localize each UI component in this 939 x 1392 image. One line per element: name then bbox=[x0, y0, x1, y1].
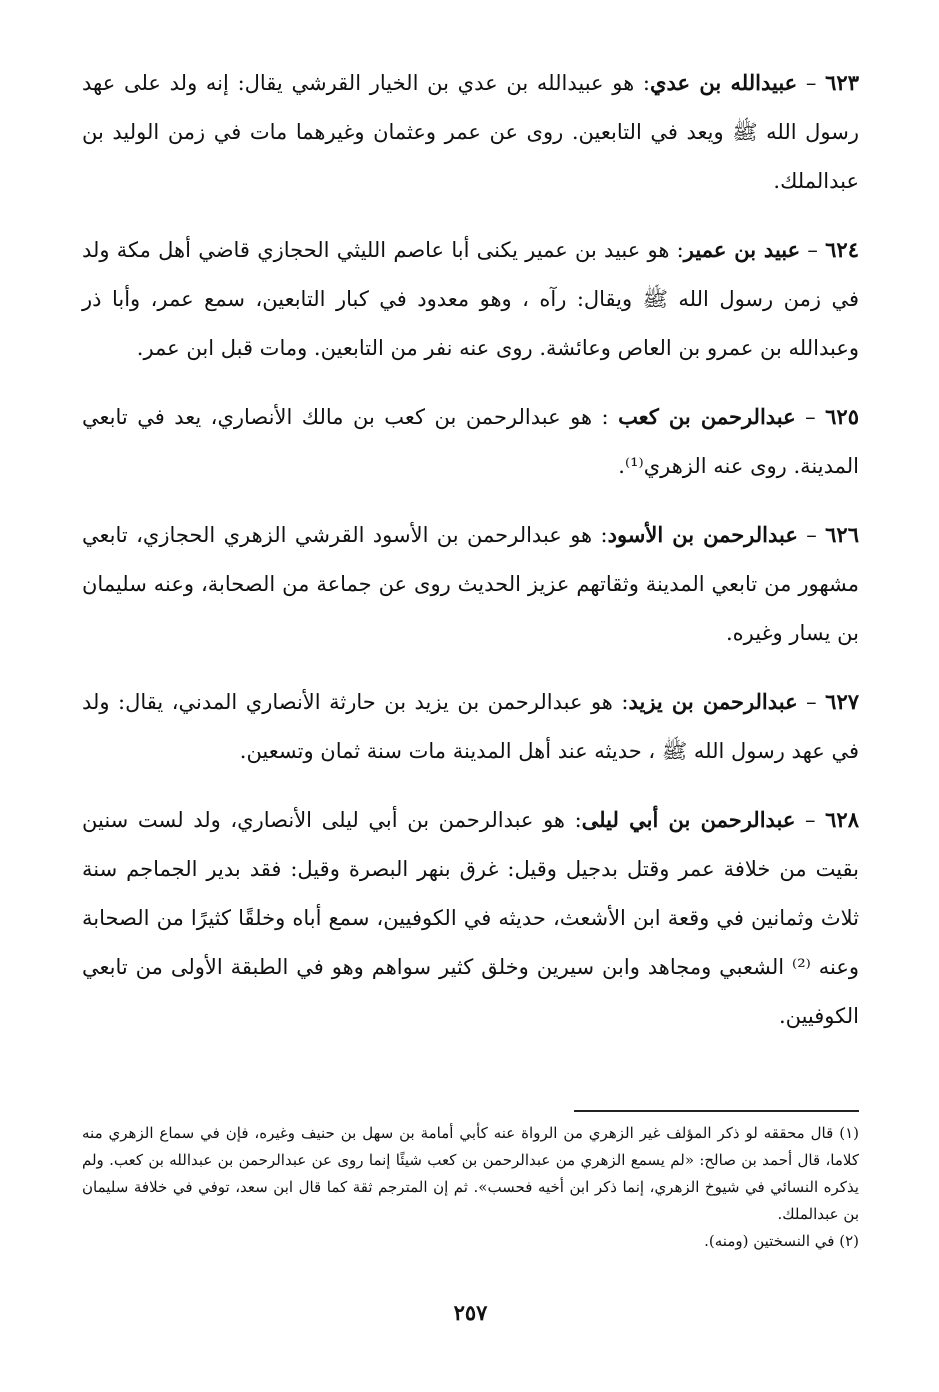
footnotes bbox=[82, 1120, 859, 1255]
entry-text: : هو عبيد بن عمير يكنى أبا عاصم الليثي الحجازي قاضي أهل مكة ولد في زمن رسول الله ﷺ ويقال: رآه ، وهو معدود في كبار التابعين، سمع عمر، وأبا ذر وعبدالله بن عمرو بن العاص وعائشة. روى عنه نفر من التابعين. ومات قبل ابن عمر. bbox=[82, 238, 859, 360]
entry-626: ٦٢٦ – عبدالرحمن بن الأسود: هو عبدالرحمن بن الأسود القرشي الزهري الحجازي، تابعي مشهور من تابعي المدينة وثقاتهم عزيز الحديث روى عن جماعة من الصحابة، وعنه سليمان بن يسار وغيره. bbox=[82, 522, 859, 645]
entry-name: عبدالرحمن بن يزيد bbox=[628, 689, 798, 714]
book-page bbox=[82, 58, 859, 1392]
entry-number: ٦٢٥ bbox=[825, 404, 859, 429]
page-number: ٢٥٧ bbox=[453, 1300, 488, 1325]
entry-name: عبيد بن عمير bbox=[683, 237, 801, 262]
entry-text: : هو عبيدالله بن عدي بن الخيار القرشي يقال: إنه ولد على عهد رسول الله ﷺ ويعد في التابعين. روى عن عمر وعثمان وغيرهما مات في زمن الوليد بن عبدالملك. bbox=[82, 71, 859, 193]
entry-number: ٦٢٣ bbox=[825, 70, 859, 95]
entry-number: ٦٢٤ bbox=[825, 237, 859, 262]
entry-625: ٦٢٥ – عبدالرحمن بن كعب : هو عبدالرحمن بن كعب بن مالك الأنصاري، يعد في تابعي المدينة. روى عنه الزهري⁽¹⁾. bbox=[82, 404, 859, 478]
entry-627: ٦٢٧ – عبدالرحمن بن يزيد: هو عبدالرحمن بن يزيد بن حارثة الأنصاري المدني، يقال: ولد في عهد رسول الله ﷺ ، حديثه عند أهل المدينة مات سنة ثمان وتسعين. bbox=[82, 689, 860, 763]
entry-623: ٦٢٣ – عبيدالله بن عدي: هو عبيدالله بن عدي بن الخيار القرشي يقال: إنه ولد على عهد رسول الله ﷺ ويعد في التابعين. روى عن عمر وعثمان وغيرهما مات في زمن الوليد بن عبدالملك. bbox=[82, 70, 859, 193]
footnote-2: (٢) في النسختين (ومنه). bbox=[704, 1232, 859, 1250]
entry-number: ٦٢٧ bbox=[825, 689, 860, 714]
entry-name: عبدالرحمن بن كعب bbox=[618, 404, 796, 429]
entry-text: : هو عبدالرحمن بن يزيد بن حارثة الأنصاري المدني، يقال: ولد في عهد رسول الله ﷺ ، حديثه عند أهل المدينة مات سنة ثمان وتسعين. bbox=[82, 690, 859, 763]
entry-624: ٦٢٤ – عبيد بن عمير: هو عبيد بن عمير يكنى أبا عاصم الليثي الحجازي قاضي أهل مكة ولد في زمن رسول الله ﷺ ويقال: رآه ، وهو معدود في كبار التابعين، سمع عمر، وأبا ذر وعبدالله بن عمرو بن العاص وعائشة. روى عنه نفر من التابعين. ومات قبل ابن عمر. bbox=[82, 237, 859, 360]
footnote-divider bbox=[574, 1110, 859, 1112]
entry-628: ٦٢٨ – عبدالرحمن بن أبي ليلى: هو عبدالرحمن بن أبي ليلى الأنصاري، ولد لست سنين بقيت من خلافة عمر وقتل بدجيل وقيل: غرق بنهر البصرة وقيل: فقد بدير الجماجم سنة ثلاث وثمانين في وقعة ابن الأشعث، حديثه في الكوفيين، سمع أباه وخلقًا كثيرًا من الصحابة وعنه ⁽²⁾ الشعبي ومجاهد وابن سيرين وخلق كثير سواهم وهو في الطبقة الأولى من تابعي الكوفيين. bbox=[82, 807, 859, 1028]
entry-name: عبدالرحمن بن الأسود bbox=[607, 522, 798, 547]
footnote-1: (١) قال محققه لو ذكر المؤلف غير الزهري من الرواة عنه كأبي أمامة بن سهل بن حنيف وغيره، فإن في سماع الزهري منه كلاما، قال أحمد بن صالح: «لم يسمع الزهري من عبدالرحمن بن كعب شيئًا إنما روى عن عبدالرحمن بن عبدالله بن كعب. ولم يذكره النسائي في شيوخ الزهري، إنما ذكر ابن أخيه فحسب». ثم إن المترجم ثقة كما قال ابن سعد، توفي في خلافة سليمان بن عبدالملك. bbox=[82, 1124, 859, 1223]
entry-name: عبدالرحمن بن أبي ليلى bbox=[581, 807, 796, 832]
entry-text: : هو عبدالرحمن بن كعب بن مالك الأنصاري، يعد في تابعي المدينة. روى عنه الزهري⁽¹⁾. bbox=[82, 405, 859, 478]
entry-number: ٦٢٦ bbox=[825, 522, 859, 547]
entries-list bbox=[82, 58, 859, 1041]
entry-number: ٦٢٨ bbox=[825, 807, 859, 832]
entry-name: عبيدالله بن عدي bbox=[650, 70, 798, 95]
entry-text: : هو عبدالرحمن بن أبي ليلى الأنصاري، ولد لست سنين بقيت من خلافة عمر وقتل بدجيل وقيل: غرق بنهر البصرة وقيل: فقد بدير الجماجم سنة ثلاث وثمانين في وقعة ابن الأشعث، حديثه في الكوفيين، سمع أباه وخلقًا كثيرًا من الصحابة وعنه ⁽²⁾ الشعبي ومجاهد وابن سيرين وخلق كثير سواهم وهو في الطبقة الأولى من تابعي الكوفيين. bbox=[82, 808, 859, 1028]
entry-text: : هو عبدالرحمن بن الأسود القرشي الزهري الحجازي، تابعي مشهور من تابعي المدينة وثقاتهم عزيز الحديث روى عن جماعة من الصحابة، وعنه سليمان بن يسار وغيره. bbox=[82, 523, 859, 645]
